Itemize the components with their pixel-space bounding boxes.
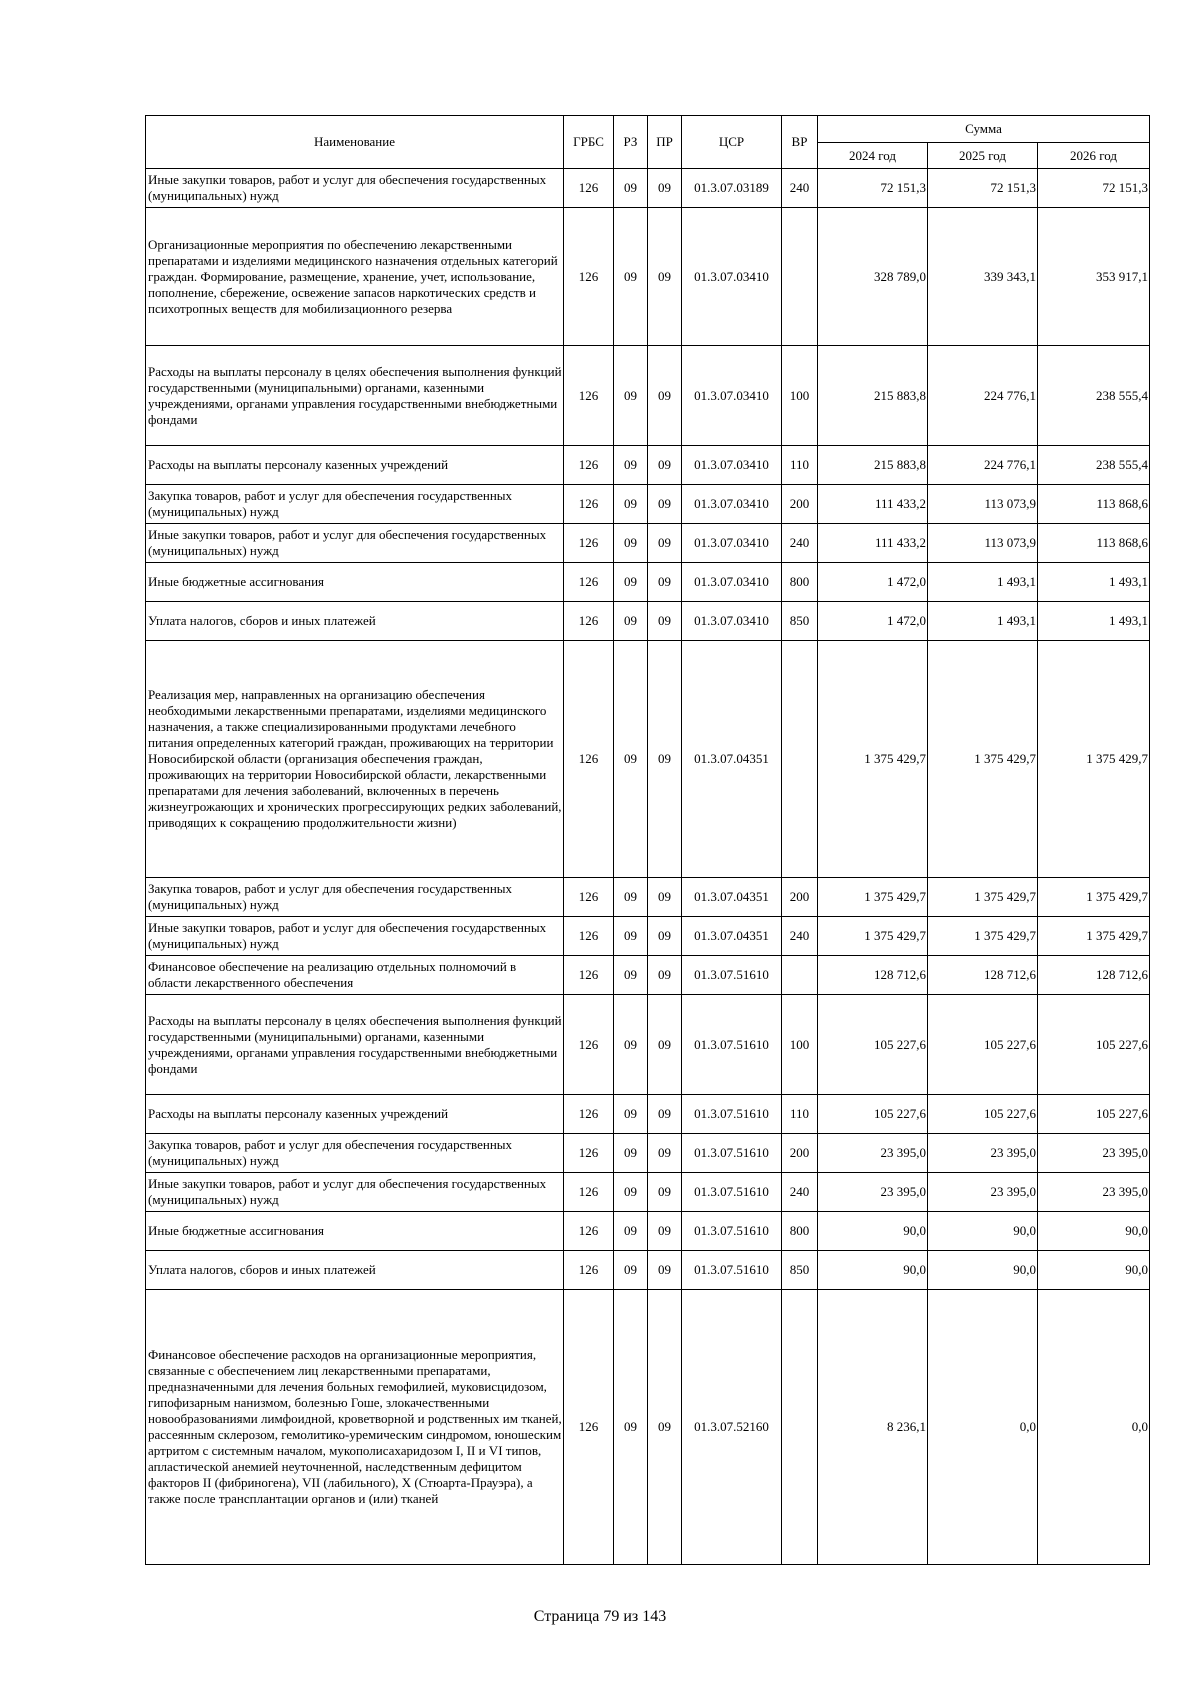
row-sum-2024: 90,0 <box>818 1251 928 1290</box>
header-grbs: ГРБС <box>564 116 614 169</box>
row-sum-2024: 1 472,0 <box>818 602 928 641</box>
row-csr: 01.3.07.03410 <box>682 346 782 446</box>
row-rz: 09 <box>614 524 648 563</box>
table-row <box>146 446 1150 485</box>
header-pr: ПР <box>648 116 682 169</box>
row-grbs: 126 <box>564 1251 614 1290</box>
row-pr: 09 <box>648 956 682 995</box>
row-sum-2026: 105 227,6 <box>1038 1095 1150 1134</box>
row-rz: 09 <box>614 995 648 1095</box>
row-grbs: 126 <box>564 1134 614 1173</box>
row-grbs: 126 <box>564 917 614 956</box>
row-sum-2024: 215 883,8 <box>818 446 928 485</box>
table-row <box>146 956 1150 995</box>
row-name: Организационные мероприятия по обеспечению лекарственными препаратами и изделиями медицинского назначения отдельных категорий граждан. Формирование, размещение, хранение, учет, использование, пополнение, сбережение, освежение запасов наркотических средств и психотропных веществ для мобилизационного резерва <box>146 208 564 346</box>
table-row <box>146 1095 1150 1134</box>
row-sum-2025: 105 227,6 <box>928 1095 1038 1134</box>
row-sum-2026: 128 712,6 <box>1038 956 1150 995</box>
row-name: Иные бюджетные ассигнования <box>146 1212 564 1251</box>
row-sum-2025: 90,0 <box>928 1212 1038 1251</box>
row-pr: 09 <box>648 346 682 446</box>
row-vr: 200 <box>782 1134 818 1173</box>
row-rz: 09 <box>614 1251 648 1290</box>
row-csr: 01.3.07.03410 <box>682 524 782 563</box>
table-header <box>146 116 1150 169</box>
row-sum-2025: 339 343,1 <box>928 208 1038 346</box>
row-sum-2026: 353 917,1 <box>1038 208 1150 346</box>
row-sum-2024: 105 227,6 <box>818 995 928 1095</box>
row-sum-2025: 1 375 429,7 <box>928 917 1038 956</box>
row-sum-2025: 90,0 <box>928 1251 1038 1290</box>
row-grbs: 126 <box>564 956 614 995</box>
row-vr: 110 <box>782 1095 818 1134</box>
row-grbs: 126 <box>564 446 614 485</box>
row-csr: 01.3.07.51610 <box>682 1134 782 1173</box>
row-sum-2024: 1 375 429,7 <box>818 641 928 878</box>
row-pr: 09 <box>648 1212 682 1251</box>
row-name: Расходы на выплаты персоналу казенных учреждений <box>146 446 564 485</box>
row-sum-2025: 23 395,0 <box>928 1173 1038 1212</box>
row-name: Финансовое обеспечение на реализацию отдельных полномочий в области лекарственного обеспечения <box>146 956 564 995</box>
row-rz: 09 <box>614 878 648 917</box>
table-row <box>146 602 1150 641</box>
table-row <box>146 1251 1150 1290</box>
row-sum-2024: 111 433,2 <box>818 524 928 563</box>
row-sum-2024: 111 433,2 <box>818 485 928 524</box>
table-row <box>146 1173 1150 1212</box>
row-sum-2026: 23 395,0 <box>1038 1173 1150 1212</box>
row-rz: 09 <box>614 1095 648 1134</box>
row-pr: 09 <box>648 563 682 602</box>
row-name: Закупка товаров, работ и услуг для обеспечения государственных (муниципальных) нужд <box>146 1134 564 1173</box>
row-csr: 01.3.07.52160 <box>682 1290 782 1565</box>
row-csr: 01.3.07.51610 <box>682 1173 782 1212</box>
row-grbs: 126 <box>564 602 614 641</box>
row-grbs: 126 <box>564 1290 614 1565</box>
table-row <box>146 1212 1150 1251</box>
row-pr: 09 <box>648 446 682 485</box>
row-rz: 09 <box>614 956 648 995</box>
header-rz: РЗ <box>614 116 648 169</box>
row-sum-2026: 90,0 <box>1038 1212 1150 1251</box>
row-vr: 240 <box>782 169 818 208</box>
header-year-2026: 2026 год <box>1038 143 1150 169</box>
header-csr: ЦСР <box>682 116 782 169</box>
row-sum-2024: 23 395,0 <box>818 1134 928 1173</box>
row-sum-2025: 1 375 429,7 <box>928 878 1038 917</box>
row-vr: 200 <box>782 485 818 524</box>
budget-table <box>145 115 1150 1565</box>
row-sum-2025: 113 073,9 <box>928 524 1038 563</box>
row-sum-2026: 23 395,0 <box>1038 1134 1150 1173</box>
row-csr: 01.3.07.03410 <box>682 485 782 524</box>
row-grbs: 126 <box>564 563 614 602</box>
row-sum-2026: 0,0 <box>1038 1290 1150 1565</box>
row-name: Расходы на выплаты персоналу в целях обеспечения выполнения функций государственными (муниципальными) органами, казенными учреждениями, органами управления государственными внебюджетными фондами <box>146 346 564 446</box>
table-row <box>146 485 1150 524</box>
row-pr: 09 <box>648 1095 682 1134</box>
row-sum-2024: 8 236,1 <box>818 1290 928 1565</box>
table-row <box>146 917 1150 956</box>
row-rz: 09 <box>614 485 648 524</box>
row-vr: 850 <box>782 602 818 641</box>
row-vr: 850 <box>782 1251 818 1290</box>
table-row <box>146 1290 1150 1565</box>
row-vr: 110 <box>782 446 818 485</box>
row-name: Иные закупки товаров, работ и услуг для обеспечения государственных (муниципальных) нужд <box>146 169 564 208</box>
row-name: Закупка товаров, работ и услуг для обеспечения государственных (муниципальных) нужд <box>146 485 564 524</box>
row-pr: 09 <box>648 169 682 208</box>
row-grbs: 126 <box>564 1212 614 1251</box>
row-grbs: 126 <box>564 878 614 917</box>
row-csr: 01.3.07.03189 <box>682 169 782 208</box>
row-vr: 200 <box>782 878 818 917</box>
table-row <box>146 524 1150 563</box>
row-csr: 01.3.07.03410 <box>682 563 782 602</box>
row-sum-2025: 0,0 <box>928 1290 1038 1565</box>
row-rz: 09 <box>614 641 648 878</box>
row-csr: 01.3.07.51610 <box>682 956 782 995</box>
row-sum-2026: 238 555,4 <box>1038 446 1150 485</box>
row-name: Расходы на выплаты персоналу казенных учреждений <box>146 1095 564 1134</box>
row-pr: 09 <box>648 1290 682 1565</box>
row-csr: 01.3.07.51610 <box>682 1212 782 1251</box>
row-vr: 100 <box>782 995 818 1095</box>
row-name: Иные закупки товаров, работ и услуг для обеспечения государственных (муниципальных) нужд <box>146 917 564 956</box>
row-csr: 01.3.07.03410 <box>682 602 782 641</box>
row-grbs: 126 <box>564 208 614 346</box>
row-vr: 100 <box>782 346 818 446</box>
table-row <box>146 169 1150 208</box>
row-csr: 01.3.07.03410 <box>682 446 782 485</box>
row-sum-2025: 23 395,0 <box>928 1134 1038 1173</box>
row-name: Уплата налогов, сборов и иных платежей <box>146 602 564 641</box>
header-year-2024: 2024 год <box>818 143 928 169</box>
row-pr: 09 <box>648 1134 682 1173</box>
row-csr: 01.3.07.51610 <box>682 1095 782 1134</box>
row-sum-2026: 1 375 429,7 <box>1038 917 1150 956</box>
row-name: Иные закупки товаров, работ и услуг для обеспечения государственных (муниципальных) нужд <box>146 524 564 563</box>
table-row <box>146 1134 1150 1173</box>
table-row <box>146 878 1150 917</box>
row-name: Иные бюджетные ассигнования <box>146 563 564 602</box>
row-pr: 09 <box>648 641 682 878</box>
row-name: Реализация мер, направленных на организацию обеспечения необходимыми лекарственными препаратами, изделиями медицинского назначения, а также специализированными продуктами лечебного питания определенных категорий граждан, проживающих на территории Новосибирской области (организация обеспечения граждан, проживающих на территории Новосибирской области, лекарственными препаратами для лечения заболеваний, включенных в перечень жизнеугрожающих и хронических прогрессирующих редких заболеваний, приводящих к сокращению продолжительности жизни) <box>146 641 564 878</box>
row-sum-2024: 72 151,3 <box>818 169 928 208</box>
row-vr <box>782 956 818 995</box>
row-sum-2024: 23 395,0 <box>818 1173 928 1212</box>
row-sum-2025: 113 073,9 <box>928 485 1038 524</box>
row-vr: 800 <box>782 1212 818 1251</box>
row-rz: 09 <box>614 1212 648 1251</box>
table-row <box>146 641 1150 878</box>
row-sum-2025: 1 375 429,7 <box>928 641 1038 878</box>
table-row <box>146 995 1150 1095</box>
row-pr: 09 <box>648 995 682 1095</box>
table-row <box>146 563 1150 602</box>
row-vr: 240 <box>782 917 818 956</box>
header-sum: Сумма <box>818 116 1150 143</box>
row-sum-2024: 128 712,6 <box>818 956 928 995</box>
row-sum-2026: 1 493,1 <box>1038 563 1150 602</box>
row-pr: 09 <box>648 917 682 956</box>
row-csr: 01.3.07.04351 <box>682 917 782 956</box>
row-sum-2026: 238 555,4 <box>1038 346 1150 446</box>
row-sum-2024: 90,0 <box>818 1212 928 1251</box>
row-rz: 09 <box>614 169 648 208</box>
row-name: Уплата налогов, сборов и иных платежей <box>146 1251 564 1290</box>
row-pr: 09 <box>648 602 682 641</box>
row-sum-2025: 224 776,1 <box>928 346 1038 446</box>
row-grbs: 126 <box>564 1095 614 1134</box>
row-sum-2026: 1 375 429,7 <box>1038 641 1150 878</box>
row-sum-2026: 113 868,6 <box>1038 524 1150 563</box>
row-sum-2026: 1 493,1 <box>1038 602 1150 641</box>
row-rz: 09 <box>614 602 648 641</box>
row-sum-2024: 1 375 429,7 <box>818 878 928 917</box>
row-pr: 09 <box>648 1173 682 1212</box>
row-rz: 09 <box>614 346 648 446</box>
row-vr: 240 <box>782 524 818 563</box>
header-vr: ВР <box>782 116 818 169</box>
row-grbs: 126 <box>564 346 614 446</box>
row-name: Финансовое обеспечение расходов на организационные мероприятия, связанные с обеспечением лиц лекарственными препаратами, предназначенными для лечения больных гемофилией, муковисцидозом, гипофизарным нанизмом, болезнью Гоше, злокачественными новообразованиями лимфоидной, кроветворной и родственных им тканей, рассеянным склерозом, гемолитико-уремическим синдромом, юношеским артритом с системным началом, мукополисахаридозом I, II и VI типов, апластической анемией неуточненной, наследственным дефицитом факторов II (фибриногена), VII (лабильного), X (Стюарта-Прауэра), а также после трансплантации органов и (или) тканей <box>146 1290 564 1565</box>
header-year-2025: 2025 год <box>928 143 1038 169</box>
table-row <box>146 346 1150 446</box>
row-sum-2025: 1 493,1 <box>928 602 1038 641</box>
row-rz: 09 <box>614 208 648 346</box>
row-csr: 01.3.07.03410 <box>682 208 782 346</box>
row-sum-2026: 72 151,3 <box>1038 169 1150 208</box>
row-pr: 09 <box>648 485 682 524</box>
row-vr <box>782 208 818 346</box>
row-vr <box>782 1290 818 1565</box>
row-name: Расходы на выплаты персоналу в целях обеспечения выполнения функций государственными (муниципальными) органами, казенными учреждениями, органами управления государственными внебюджетными фондами <box>146 995 564 1095</box>
table-body <box>146 169 1150 1565</box>
table-row <box>146 208 1150 346</box>
row-csr: 01.3.07.51610 <box>682 995 782 1095</box>
row-sum-2025: 224 776,1 <box>928 446 1038 485</box>
row-grbs: 126 <box>564 524 614 563</box>
row-sum-2025: 1 493,1 <box>928 563 1038 602</box>
row-sum-2024: 328 789,0 <box>818 208 928 346</box>
header-name: Наименование <box>146 116 564 169</box>
row-sum-2024: 1 375 429,7 <box>818 917 928 956</box>
row-grbs: 126 <box>564 1173 614 1212</box>
row-sum-2025: 105 227,6 <box>928 995 1038 1095</box>
row-sum-2025: 72 151,3 <box>928 169 1038 208</box>
page-number: Страница 79 из 143 <box>533 1608 667 1625</box>
row-vr: 240 <box>782 1173 818 1212</box>
row-grbs: 126 <box>564 169 614 208</box>
row-sum-2025: 128 712,6 <box>928 956 1038 995</box>
row-sum-2026: 105 227,6 <box>1038 995 1150 1095</box>
row-rz: 09 <box>614 446 648 485</box>
row-vr <box>782 641 818 878</box>
row-pr: 09 <box>648 524 682 563</box>
row-rz: 09 <box>614 1134 648 1173</box>
row-pr: 09 <box>648 1251 682 1290</box>
row-grbs: 126 <box>564 641 614 878</box>
row-grbs: 126 <box>564 995 614 1095</box>
row-name: Иные закупки товаров, работ и услуг для обеспечения государственных (муниципальных) нужд <box>146 1173 564 1212</box>
row-rz: 09 <box>614 563 648 602</box>
row-csr: 01.3.07.04351 <box>682 641 782 878</box>
row-rz: 09 <box>614 1173 648 1212</box>
row-csr: 01.3.07.04351 <box>682 878 782 917</box>
row-sum-2026: 113 868,6 <box>1038 485 1150 524</box>
row-sum-2024: 1 472,0 <box>818 563 928 602</box>
row-csr: 01.3.07.51610 <box>682 1251 782 1290</box>
row-vr: 800 <box>782 563 818 602</box>
row-sum-2024: 215 883,8 <box>818 346 928 446</box>
row-rz: 09 <box>614 917 648 956</box>
row-sum-2024: 105 227,6 <box>818 1095 928 1134</box>
row-sum-2026: 1 375 429,7 <box>1038 878 1150 917</box>
row-pr: 09 <box>648 208 682 346</box>
row-rz: 09 <box>614 1290 648 1565</box>
row-name: Закупка товаров, работ и услуг для обеспечения государственных (муниципальных) нужд <box>146 878 564 917</box>
row-pr: 09 <box>648 878 682 917</box>
row-grbs: 126 <box>564 485 614 524</box>
row-sum-2026: 90,0 <box>1038 1251 1150 1290</box>
